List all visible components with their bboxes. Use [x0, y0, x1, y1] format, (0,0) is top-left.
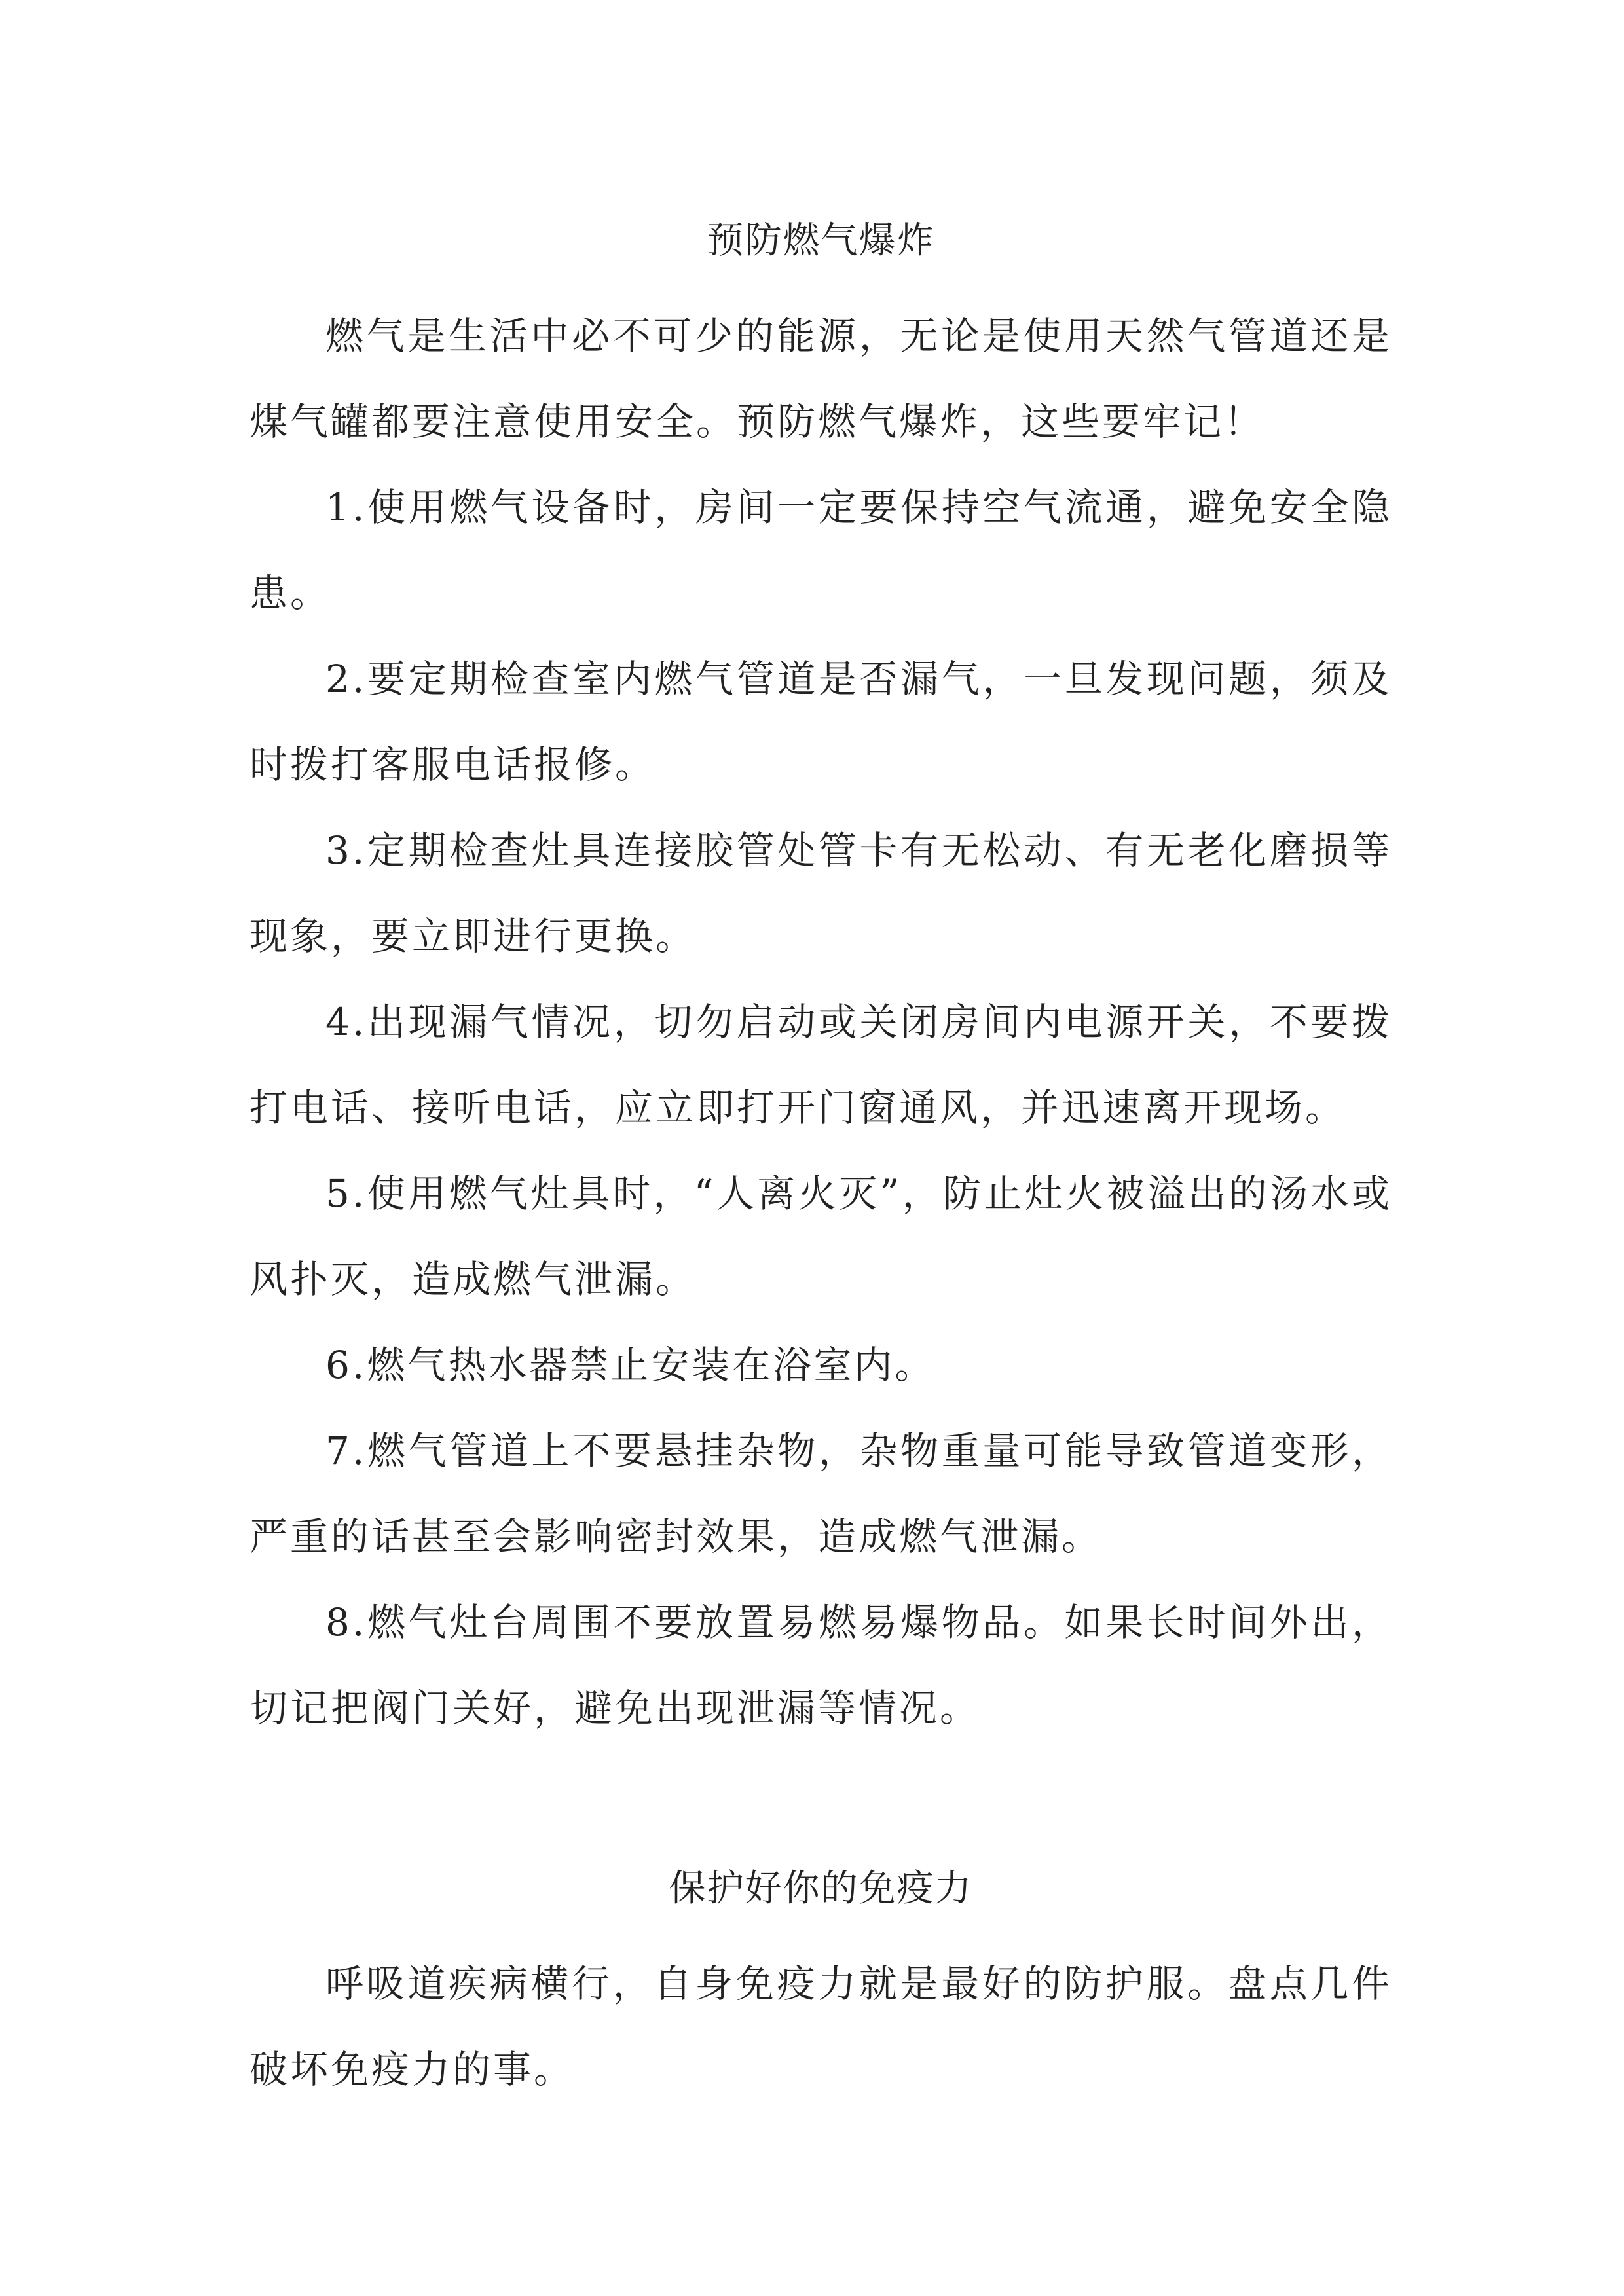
- paragraph-item-5: 5.使用燃气灶具时，“人离火灭”，防止灶火被溢出的汤水或风扑灭，造成燃气泄漏。: [249, 1171, 1392, 1302]
- paragraph-item-1: 1.使用燃气设备时，房间一定要保持空气流通，避免安全隐患。: [249, 485, 1392, 615]
- document-body: [249, 208, 1392, 2113]
- section-gap: [249, 1751, 1392, 1856]
- paragraph-item-8: 8.燃气灶台周围不要放置易燃易爆物品。如果长时间外出，切记把阀门关好，避免出现泄漏等情况。: [249, 1600, 1392, 1730]
- paragraph-item-3: 3.定期检查灶具连接胶管处管卡有无松动、有无老化磨损等现象，要立即进行更换。: [249, 828, 1392, 958]
- paragraph-item-6: 6.燃气热水器禁止安装在浴室内。: [325, 1343, 936, 1387]
- paragraph-item-7: 7.燃气管道上不要悬挂杂物，杂物重量可能导致管道变形，严重的话甚至会影响密封效果，造成燃气泄漏。: [249, 1429, 1392, 1559]
- paragraph-item-4: 4.出现漏气情况，切勿启动或关闭房间内电源开关，不要拨打电话、接听电话，应立即打开门窗通风，并迅速离开现场。: [249, 1000, 1392, 1130]
- title-gap: [249, 1922, 1392, 1941]
- paragraph-immunity-intro: 呼吸道疾病横行，自身免疫力就是最好的防护服。盘点几件破坏免疫力的事。: [249, 1961, 1392, 2092]
- paragraph-item-2: 2.要定期检查室内燃气管道是否漏气，一旦发现问题，须及时拨打客服电话报修。: [249, 657, 1392, 787]
- section-title-immunity: 保护好你的免疫力: [669, 1867, 973, 1910]
- section-title-gas-explosion: 预防燃气爆炸: [707, 219, 935, 262]
- title-gap: [249, 274, 1392, 293]
- paragraph-intro: 燃气是生活中必不可少的能源，无论是使用天然气管道还是煤气罐都要注意使用安全。预防燃气爆炸，这些要牢记！: [249, 314, 1392, 444]
